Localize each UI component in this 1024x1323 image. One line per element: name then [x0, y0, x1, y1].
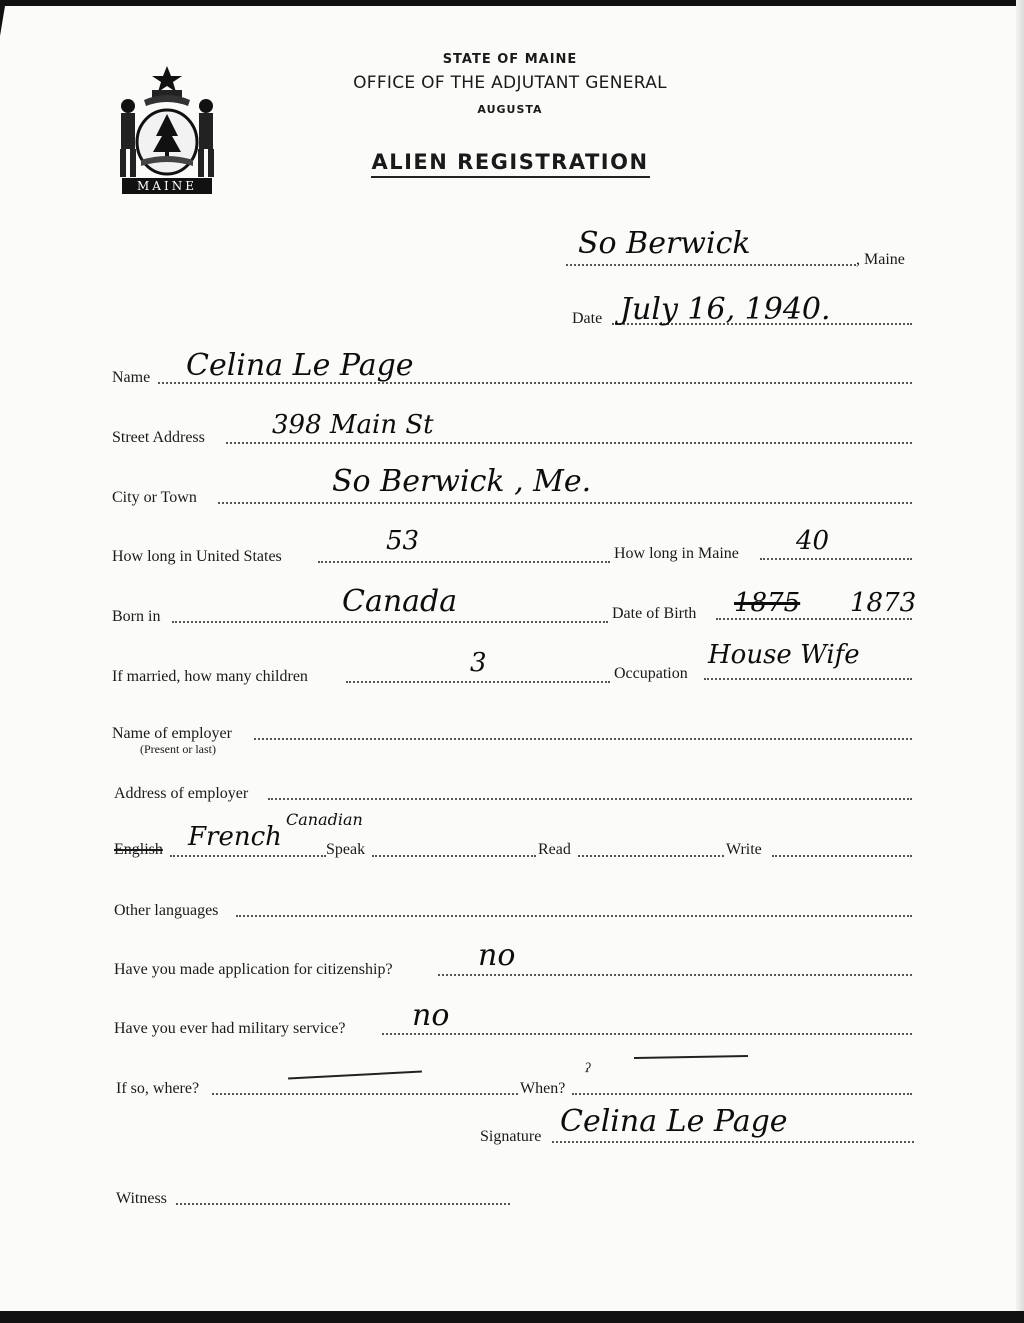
birth-date-label: Date of Birth	[612, 605, 697, 622]
other-languages-line[interactable]	[236, 915, 912, 917]
birth-date-struck-value: 1875	[734, 588, 801, 618]
employer-name-label: Name of employer	[112, 725, 232, 742]
citizenship-value[interactable]: no	[478, 938, 516, 973]
date-label: Date	[572, 310, 603, 327]
when-dash-mark	[634, 1055, 748, 1059]
employer-address-label: Address of employer	[114, 785, 249, 802]
street-address-value[interactable]: 398 Main St	[272, 410, 434, 440]
state-heading: STATE OF MAINE	[442, 52, 578, 67]
where-dash-mark	[288, 1070, 422, 1079]
language-line	[170, 855, 326, 857]
other-languages-label: Other languages	[114, 902, 219, 919]
occupation-line	[704, 678, 912, 680]
date-value[interactable]: July 16, 1940.	[620, 292, 831, 327]
witness-line[interactable]	[176, 1203, 510, 1205]
name-label: Name	[112, 369, 151, 386]
english-struck-label: English	[114, 841, 163, 858]
scan-border-right	[1016, 0, 1024, 1323]
years-us-label: How long in United States	[112, 548, 282, 565]
occupation-value[interactable]: House Wife	[708, 640, 860, 670]
military-value[interactable]: no	[412, 998, 450, 1033]
form-title: ALIEN REGISTRATION	[371, 150, 649, 174]
scan-border-top	[0, 0, 1024, 6]
witness-label: Witness	[116, 1190, 167, 1207]
military-line	[382, 1033, 912, 1035]
when-tick-mark: ˀ	[584, 1058, 590, 1083]
years-maine-line	[760, 558, 912, 560]
citizenship-label: Have you made application for citizenship?	[114, 961, 393, 978]
years-maine-value[interactable]: 40	[796, 526, 830, 556]
place-label: , Maine	[856, 251, 905, 268]
children-line	[346, 681, 610, 683]
children-label: If married, how many children	[112, 668, 308, 685]
speak-line[interactable]	[372, 855, 536, 857]
military-label: Have you ever had military service?	[114, 1020, 346, 1037]
place-line	[566, 264, 856, 266]
language-value[interactable]: French	[188, 822, 282, 852]
office-heading: OFFICE OF THE ADJUTANT GENERAL	[353, 73, 667, 93]
read-label: Read	[538, 841, 571, 858]
seal-text: MAINE	[137, 179, 197, 193]
employer-name-sublabel: (Present or last)	[140, 742, 216, 756]
street-address-label: Street Address	[112, 429, 205, 446]
place-value[interactable]: So Berwick	[578, 226, 751, 261]
city-heading: AUGUSTA	[477, 103, 543, 116]
where-line[interactable]	[212, 1093, 518, 1095]
where-label: If so, where?	[116, 1080, 200, 1097]
street-address-line	[226, 442, 912, 444]
born-in-label: Born in	[112, 608, 161, 625]
speak-label: Speak	[326, 841, 366, 858]
born-in-line	[172, 621, 608, 623]
when-line[interactable]	[572, 1093, 912, 1095]
employer-name-line[interactable]	[254, 738, 912, 740]
birth-date-line	[716, 618, 912, 620]
citizenship-line	[438, 974, 912, 976]
scan-border-bottom	[0, 1311, 1024, 1323]
years-us-value[interactable]: 53	[386, 526, 420, 556]
city-value[interactable]: So Berwick , Me.	[332, 464, 592, 499]
read-line[interactable]	[578, 855, 724, 857]
language-addition: Canadian	[286, 810, 363, 829]
city-line	[218, 502, 912, 504]
years-maine-label: How long in Maine	[614, 545, 739, 562]
write-label: Write	[726, 841, 762, 858]
born-in-value[interactable]: Canada	[342, 584, 458, 619]
signature-line	[552, 1141, 914, 1143]
state-of-maine-seal-icon	[108, 60, 226, 200]
title-underline	[371, 176, 650, 178]
write-line[interactable]	[772, 855, 912, 857]
occupation-label: Occupation	[614, 665, 688, 682]
name-value[interactable]: Celina Le Page	[186, 348, 414, 383]
scan-corner	[0, 0, 6, 36]
city-label: City or Town	[112, 489, 197, 506]
employer-address-line[interactable]	[268, 798, 912, 800]
birth-date-value[interactable]: 1873	[850, 588, 917, 618]
children-value[interactable]: 3	[470, 648, 487, 678]
years-us-line	[318, 561, 610, 563]
signature-label: Signature	[480, 1128, 542, 1145]
when-label: When?	[520, 1080, 566, 1097]
signature-value[interactable]: Celina Le Page	[560, 1104, 788, 1139]
